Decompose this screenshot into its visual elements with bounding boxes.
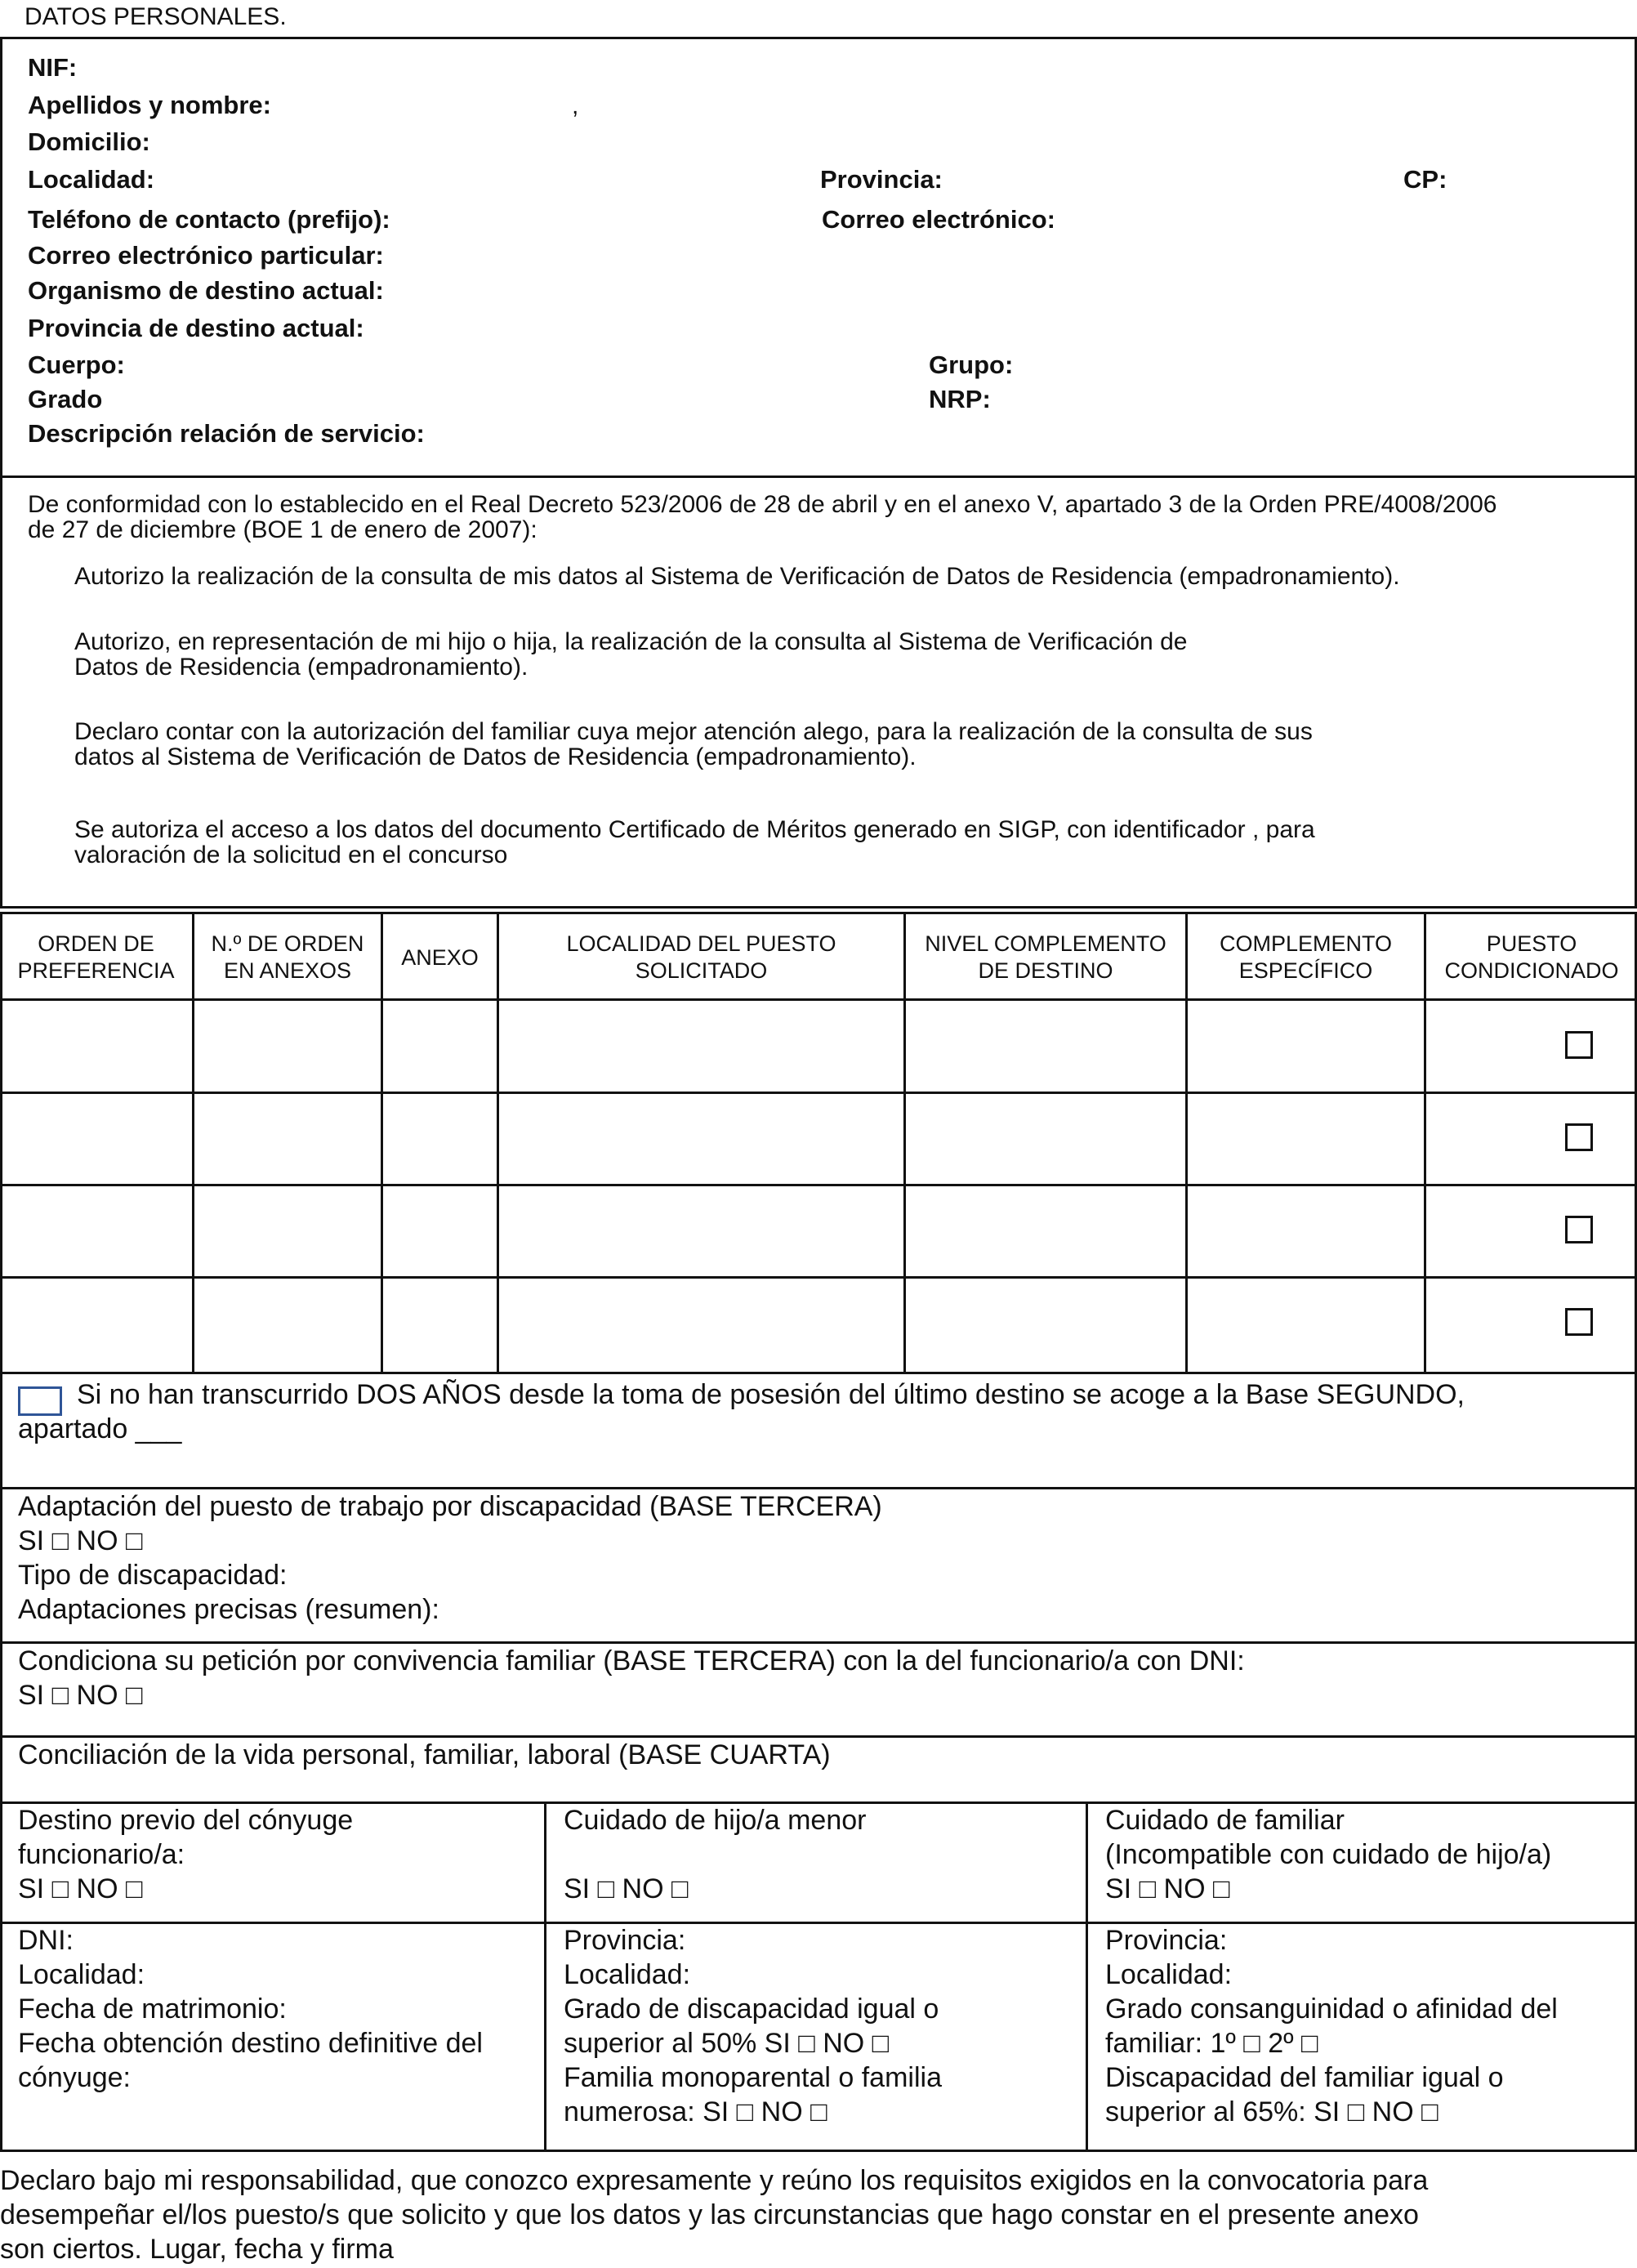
table-header-divider (0, 998, 1637, 1001)
nif-label: NIF: (28, 53, 78, 82)
hijo-options[interactable]: Cuidado de hijo/a menor SI □ NO □ (564, 1805, 867, 1904)
section-title: DATOS PERSONALES. (25, 3, 287, 30)
cp-label: CP: (1403, 165, 1447, 194)
descripcion-label: Descripción relación de servicio: (28, 419, 425, 448)
puesto-condicionado-checkbox[interactable] (1565, 1216, 1593, 1243)
correo-particular-label: Correo electrónico particular: (28, 241, 384, 270)
telefono-label: Teléfono de contacto (prefijo): (28, 205, 390, 234)
puesto-condicionado-checkbox[interactable] (1565, 1308, 1593, 1336)
consent-item-certificate: Se autoriza el acceso a los datos del documento Certificado de Méritos generado en SIGP, con identificador , para valoración de la solicitud en el concurso (74, 816, 1315, 868)
familiar-options[interactable]: Cuidado de familiar (Incompatible con cuidado de hijo/a) SI □ NO □ (1105, 1805, 1552, 1904)
adaptaciones-label: Adaptaciones precisas (resumen): (18, 1594, 439, 1625)
declaracion-text: Declaro bajo mi responsabilidad, que conozco expresamente y reúno los requisitos exigidos en la convocatoria para desempeñar el/los puesto/s que solicito y que los datos y las circunstancias que hago constar en el presente anexo son ciertos. Lugar, fecha y firma (0, 2165, 1429, 2265)
table-row-divider (0, 1092, 1637, 1094)
puesto-condicionado-checkbox[interactable] (1565, 1123, 1593, 1151)
familiar-details: Provincia: Localidad: Grado consanguinidad o afinidad del familiar: 1º □ 2º □ Discapacidad del familiar igual o superior al 65%: SI □ NO □ (1105, 1925, 1558, 2127)
provincia-label: Provincia: (820, 165, 943, 194)
localidad-label: Localidad: (28, 165, 155, 194)
condiciona-si-no[interactable]: SI □ NO □ (18, 1680, 143, 1711)
table-row-divider (0, 1184, 1637, 1186)
organismo-label: Organismo de destino actual: (28, 276, 384, 305)
adaptacion-si-no[interactable]: SI □ NO □ (18, 1525, 143, 1556)
consent-item-child: Autorizo, en representación de mi hijo o hija, la realización de la consulta al Sistema de Verificación de Datos de Residencia (empadronamiento). (74, 628, 1188, 681)
table-row-divider (0, 1276, 1637, 1279)
consent-intro: De conformidad con lo establecido en el Real Decreto 523/2006 de 28 de abril y en el anexo V, apartado 3 de la Orden PRE/4008/2006 de 27 de diciembre (BOE 1 de enero de 2007): (28, 491, 1497, 543)
header-orden-preferencia: ORDEN DE PREFERENCIA (17, 931, 175, 983)
provincia-destino-label: Provincia de destino actual: (28, 314, 364, 342)
conciliacion-title: Conciliación de la vida personal, familiar, laboral (BASE CUARTA) (18, 1739, 831, 1770)
adaptacion-title: Adaptación del puesto de trabajo por discapacidad (BASE TERCERA) (18, 1491, 882, 1522)
nrp-label: NRP: (929, 385, 991, 413)
header-puesto-condicionado: PUESTO CONDICIONADO (1444, 931, 1619, 983)
conyuge-options[interactable]: Destino previo del cónyuge funcionario/a: SI □ NO □ (18, 1805, 354, 1904)
correo-label: Correo electrónico: (822, 205, 1055, 234)
conciliation-col-divider (1086, 1801, 1088, 2152)
header-nivel-complemento: NIVEL COMPLEMENTO DE DESTINO (925, 931, 1166, 983)
hijo-details: Provincia: Localidad: Grado de discapacidad igual o superior al 50% SI □ NO □ Familia monoparental o familia numerosa: SI □ NO □ (564, 1925, 942, 2127)
header-complemento-especifico: COMPLEMENTO ESPECÍFICO (1219, 931, 1393, 983)
grupo-label: Grupo: (929, 350, 1014, 379)
puesto-condicionado-checkbox[interactable] (1565, 1031, 1593, 1059)
header-orden-anexos: N.º DE ORDEN EN ANEXOS (211, 931, 364, 983)
conciliation-col-divider (544, 1801, 546, 2152)
conyuge-details: DNI: Localidad: Fecha de matrimonio: Fecha obtención destino definitive del cónyuge: (18, 1925, 483, 2093)
tipo-discapacidad-label: Tipo de discapacidad: (18, 1560, 288, 1591)
condiciona-title: Condiciona su petición por convivencia familiar (BASE TERCERA) con la del funcionario/a con DNI: (18, 1645, 1245, 1676)
header-anexo: ANEXO (401, 944, 479, 970)
grado-label: Grado (28, 385, 103, 413)
domicilio-label: Domicilio: (28, 127, 150, 156)
consent-item-residence: Autorizo la realización de la consulta de mis datos al Sistema de Verificación de Datos de Residencia (empadronamiento). (74, 563, 1400, 590)
consent-item-family: Declaro contar con la autorización del familiar cuya mejor atención alego, para la realización de la consulta de sus datos al Sistema de Verificación de Datos de Residencia (empadronamiento). (74, 718, 1313, 770)
apellidos-label: Apellidos y nombre: (28, 91, 271, 119)
apellidos-comma: , (572, 92, 579, 119)
header-localidad-puesto: LOCALIDAD DEL PUESTO SOLICITADO (566, 931, 836, 983)
cuerpo-label: Cuerpo: (28, 350, 125, 379)
dos-anos-text: Si no han transcurrido DOS AÑOS desde la toma de posesión del último destino se acoge a la Base SEGUNDO, apartado ___ (18, 1379, 1465, 1444)
